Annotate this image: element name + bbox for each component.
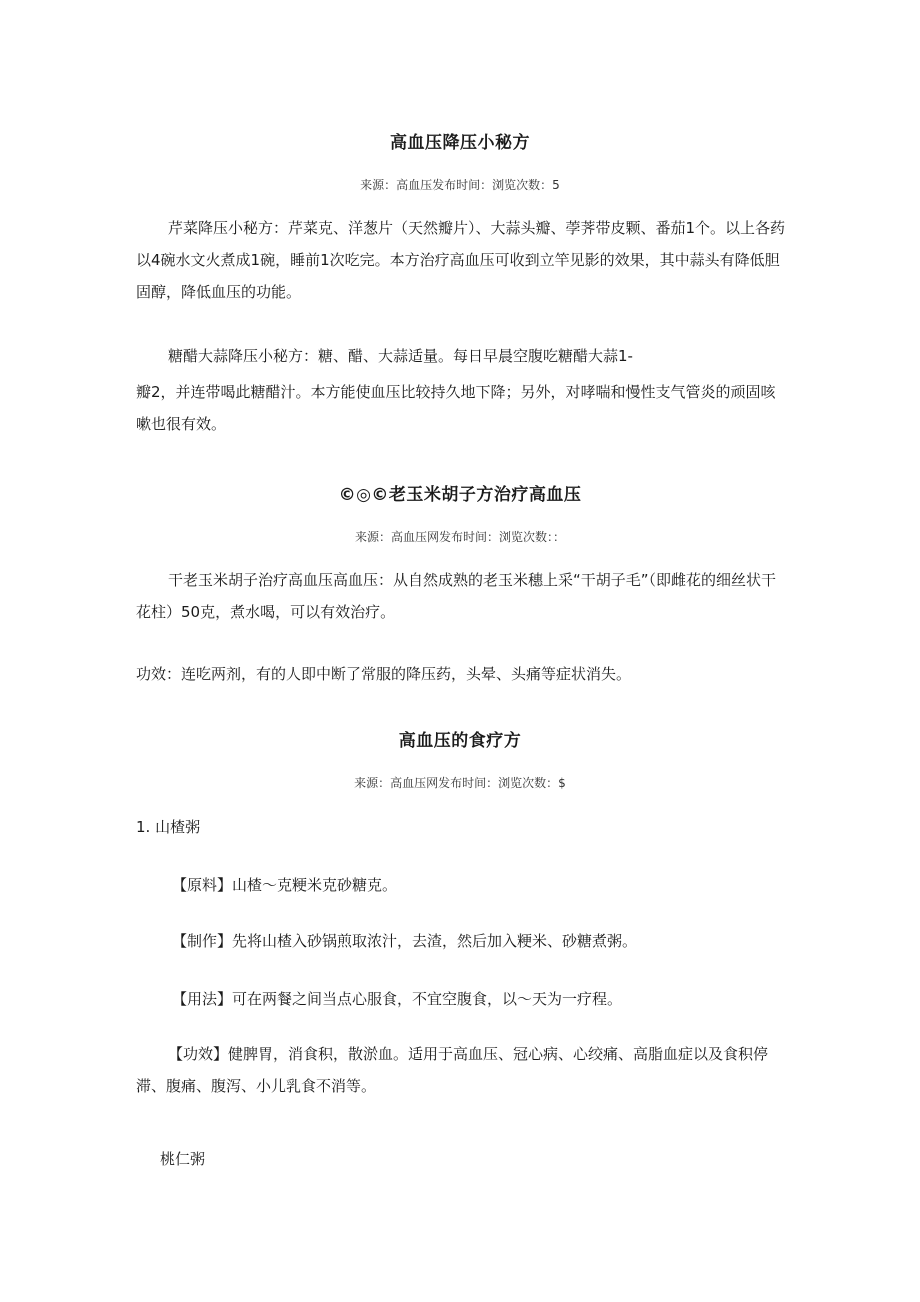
section-meta: 来源：高血压发布时间：浏览次数：5 bbox=[360, 178, 560, 192]
recipe-usage: 【用法】可在两餐之间当点心服食，不宜空腹食，以～天为一疗程。 bbox=[172, 990, 623, 1008]
section-title: 高血压降压小秘方 bbox=[390, 133, 530, 153]
section-title: 高血压的食疗方 bbox=[398, 731, 522, 751]
section-meta: 来源：高血压网发布时间：浏览次数：$ bbox=[354, 776, 566, 790]
recipe-preparation: 【制作】先将山楂入砂锅煎取浓汁，去渣，然后加入粳米、砂糖煮粥。 bbox=[172, 932, 638, 950]
paragraph-garlic-recipe-end: 瓣2，并连带喝此糖醋汁。本方能使血压比较持久地下降；另外，对哮喘和慢性支气管炎的顽固咳嗽也很有效。 bbox=[136, 383, 776, 433]
paragraph-celery-recipe: 芹菜降压小秘方：芹菜克、洋葱片（天然瓣片）、大蒜头瓣、荸荠带皮颗、番茄1个。以上各药以4碗水文火煮成1碗，睡前1次吃完。本方治疗高血压可收到立竿见影的效果，其中蒜头有降低胆固醇，降低血压的功能。 bbox=[136, 219, 786, 301]
recipe-heading-peach-kernel: 桃仁粥 bbox=[160, 1150, 206, 1168]
recipe-heading-hawthorn: 1. 山楂粥 bbox=[136, 818, 201, 836]
paragraph-corn-silk-recipe: 干老玉米胡子治疗高血压高血压：从自然成熟的老玉米穗上采“干胡子毛”（即雌花的细丝状干花柱）50克，煮水喝，可以有效治疗。 bbox=[136, 571, 777, 621]
section-title: ©◎©老玉米胡子方治疗高血压 bbox=[338, 485, 582, 505]
recipe-ingredients: 【原料】山楂～克粳米克砂糖克。 bbox=[172, 876, 398, 894]
recipe-efficacy: 【功效】健脾胃，消食积，散淤血。适用于高血压、冠心病、心绞痛、高脂血症以及食积停滞、腹痛、腹泻、小儿乳食不消等。 bbox=[136, 1045, 769, 1095]
paragraph-garlic-recipe-start: 糖醋大蒜降压小秘方：糖、醋、大蒜适量。每日早晨空腹吃糖醋大蒜1- bbox=[168, 347, 633, 365]
section-meta: 来源：高血压网发布时间：浏览次数：： bbox=[354, 530, 565, 544]
paragraph-efficacy: 功效：连吃两剂，有的人即中断了常服的降压药，头晕、头痛等症状消失。 bbox=[136, 665, 632, 683]
